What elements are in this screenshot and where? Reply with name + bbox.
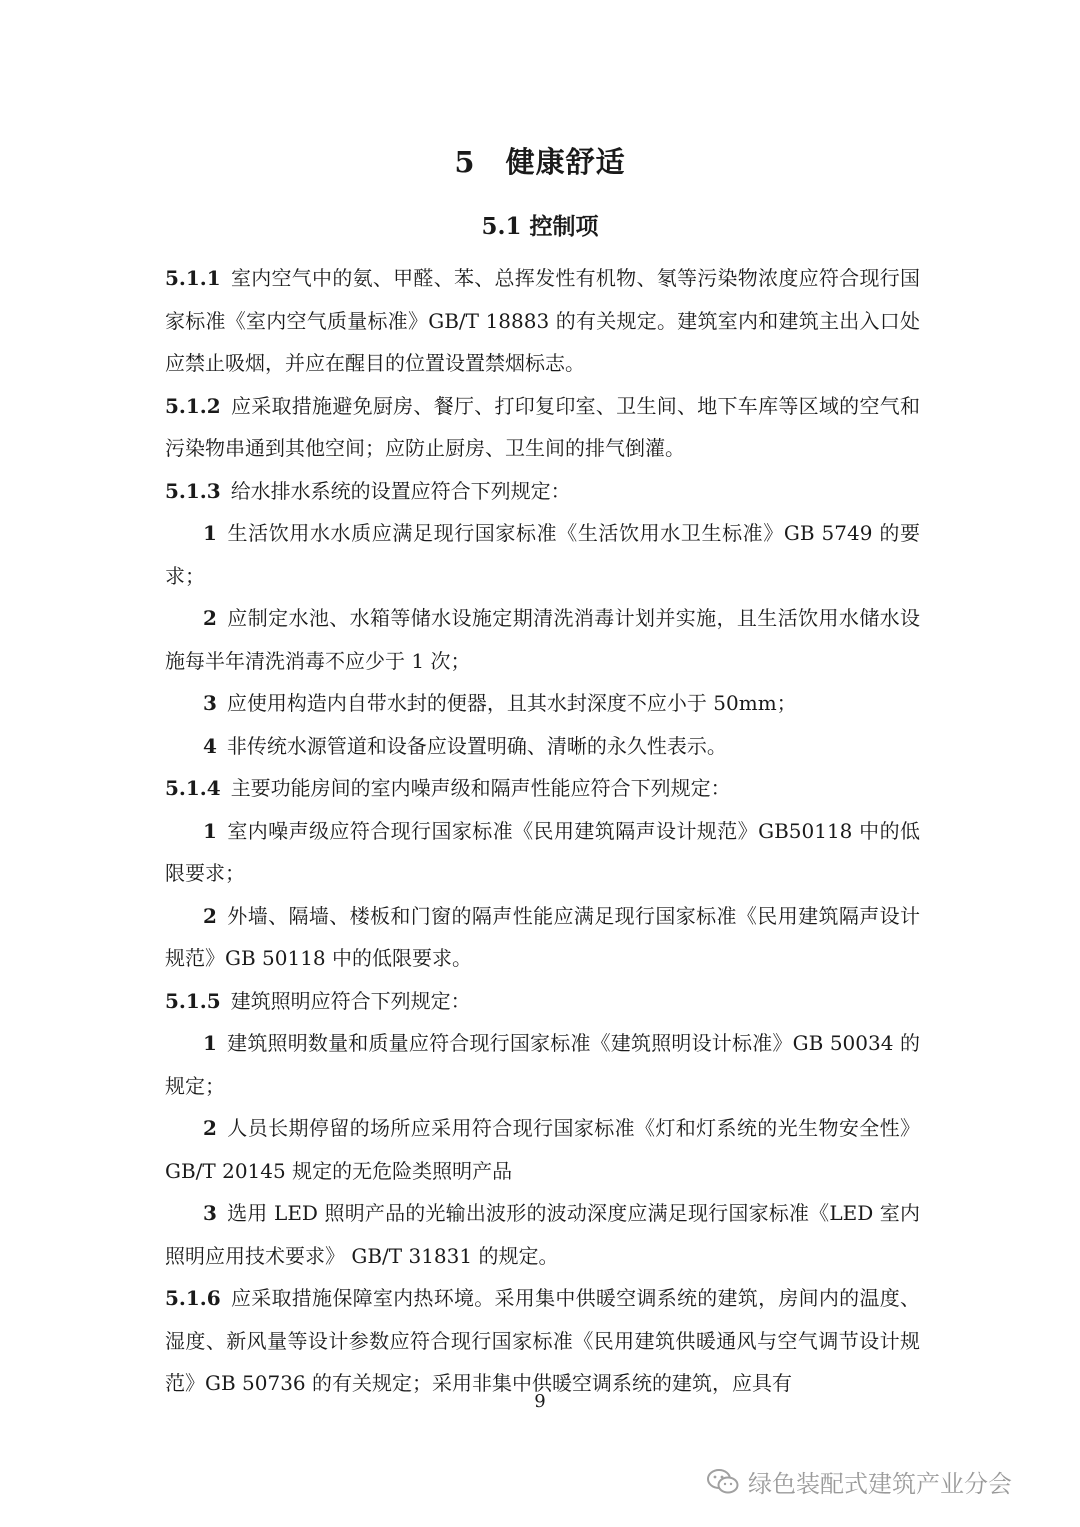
page-number: 9 xyxy=(534,1391,546,1412)
item-text: 建筑照明数量和质量应符合现行国家标准《建筑照明设计标准》GB 50034 的规定； xyxy=(165,1031,920,1098)
clause-number: 5.1.4 xyxy=(165,776,221,800)
item-text: 人员长期停留的场所应采用符合现行国家标准《灯和灯系统的光生物安全性》GB/T 20145 规定的无危险类照明产品 xyxy=(165,1116,920,1183)
item-number: 4 xyxy=(203,733,217,758)
clause-number: 5.1.2 xyxy=(165,393,221,418)
clause-paragraph xyxy=(165,257,920,385)
list-item xyxy=(165,810,920,895)
wechat-icon xyxy=(706,1468,740,1496)
list-item xyxy=(165,1022,920,1107)
list-item xyxy=(165,1192,920,1277)
clause-paragraph xyxy=(165,1277,920,1405)
list-item xyxy=(165,895,920,980)
list-item xyxy=(165,725,920,768)
item-text: 非传统水源管道和设备应设置明确、清晰的永久性表示。 xyxy=(226,733,727,758)
item-number: 2 xyxy=(203,606,217,630)
chapter-title: 5 健康舒适 xyxy=(454,145,626,179)
watermark-text: 绿色装配式建筑产业分会 xyxy=(748,1470,1012,1498)
item-number: 1 xyxy=(203,521,217,545)
list-item xyxy=(165,1107,920,1192)
item-text: 外墙、隔墙、楼板和门窗的隔声性能应满足现行国家标准《民用建筑隔声设计规范》GB 50118 中的低限要求。 xyxy=(165,903,920,970)
item-text: 应使用构造内自带水封的便器，且其水封深度不应小于 50mm； xyxy=(226,691,797,715)
document-body xyxy=(165,257,920,1405)
clause-number: 5.1.6 xyxy=(165,1286,221,1310)
clause-number: 5.1.5 xyxy=(165,988,221,1013)
watermark xyxy=(706,1464,1012,1499)
clause-paragraph xyxy=(165,767,920,810)
clause-paragraph xyxy=(165,980,920,1023)
item-text: 室内噪声级应符合现行国家标准《民用建筑隔声设计规范》GB50118 中的低限要求； xyxy=(165,818,920,885)
list-item xyxy=(165,512,920,597)
item-text: 生活饮用水水质应满足现行国家标准《生活饮用水卫生标准》GB 5749 的要求； xyxy=(165,521,920,588)
clause-number: 5.1.3 xyxy=(165,478,221,503)
item-number: 2 xyxy=(203,903,217,928)
list-item xyxy=(165,682,920,725)
clause-text: 建筑照明应符合下列规定： xyxy=(230,988,471,1013)
item-text: 选用 LED 照明产品的光输出波形的波动深度应满足现行国家标准《LED 室内照明应用技术要求》 GB/T 31831 的规定。 xyxy=(165,1201,920,1268)
clause-text: 室内空气中的氨、甲醛、苯、总挥发性有机物、氡等污染物浓度应符合现行国家标准《室内空气质量标准》GB/T 18883 的有关规定。建筑室内和建筑主出入口处应禁止吸烟，并应在醒目的位置设置禁烟标志。 xyxy=(165,266,920,375)
clause-text: 应采取措施避免厨房、餐厅、打印复印室、卫生间、地下车库等区域的空气和污染物串通到其他空间；应防止厨房、卫生间的排气倒灌。 xyxy=(165,393,920,460)
item-number: 3 xyxy=(203,691,217,715)
item-number: 1 xyxy=(203,1031,217,1055)
section-title: 5.1 控制项 xyxy=(481,213,599,240)
item-number: 2 xyxy=(203,1116,217,1140)
clause-text: 给水排水系统的设置应符合下列规定： xyxy=(230,478,571,503)
item-number: 1 xyxy=(203,818,217,843)
clause-paragraph xyxy=(165,385,920,470)
item-text: 应制定水池、水箱等储水设施定期清洗消毒计划并实施，且生活饮用水储水设施每半年清洗消毒不应少于 1 次； xyxy=(165,606,920,673)
clause-number: 5.1.1 xyxy=(165,266,221,290)
clause-text: 主要功能房间的室内噪声级和隔声性能应符合下列规定： xyxy=(230,776,731,800)
item-number: 3 xyxy=(203,1201,217,1225)
clause-paragraph xyxy=(165,470,920,513)
list-item xyxy=(165,597,920,682)
clause-text: 应采取措施保障室内热环境。采用集中供暖空调系统的建筑，房间内的温度、湿度、新风量等设计参数应符合现行国家标准《民用建筑供暖通风与空气调节设计规范》GB 50736 的有关规定；采用非集中供暖空调系统的建筑，应具有 xyxy=(165,1286,920,1395)
